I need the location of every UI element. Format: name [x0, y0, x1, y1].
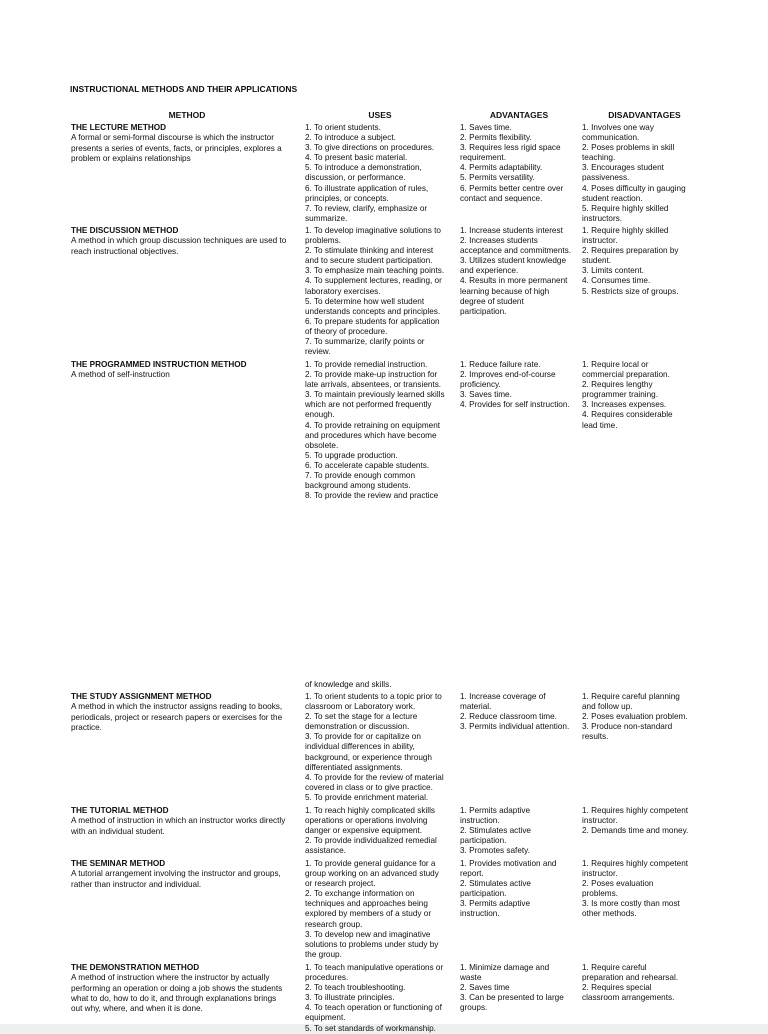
advantages-cell [460, 360, 580, 410]
method-description-line: A method of instruction in which an instructor works directly [71, 816, 286, 826]
use-item: or research project. [305, 879, 376, 889]
disadvantage-item: 5. Require highly skilled [582, 203, 669, 213]
method-cell [71, 226, 301, 257]
method-cell [71, 123, 301, 164]
method-description-line: A method in which the instructor assigns reading to books, [71, 702, 283, 712]
advantage-item: requirement. [460, 153, 506, 163]
disadvantage-item: results. [582, 732, 609, 742]
advantage-item: groups. [460, 1003, 488, 1013]
disadvantages-cell [582, 123, 707, 224]
method-name: THE SEMINAR METHOD [71, 859, 166, 868]
method-name: THE TUTORIAL METHOD [71, 806, 169, 815]
disadvantage-item: 2. Requires preparation by [582, 246, 679, 256]
use-item: 4. To teach operation or functioning of [305, 1003, 442, 1013]
advantage-item: 3. Can be presented to large [460, 993, 564, 1003]
advantage-item: 1. Increase students interest [460, 226, 563, 235]
disadvantage-item: 1. Require careful planning [582, 692, 680, 701]
disadvantage-item: passiveness. [582, 173, 630, 183]
advantage-item: 3. Utilizes student knowledge [460, 256, 567, 266]
advantage-item: 1. Saves time. [460, 123, 512, 132]
uses-cell [305, 806, 455, 856]
advantage-item: 6. Permits better centre over [460, 183, 564, 193]
advantage-item: waste [460, 973, 482, 983]
disadvantage-item: 2. Demands time and money. [582, 826, 689, 836]
disadvantage-item: 3. Encourages student [582, 163, 664, 173]
method-cell [71, 692, 301, 733]
use-item: 1. To reach highly complicated skills [305, 806, 435, 815]
method-description-line: out why, where, and when it is done. [71, 1003, 203, 1013]
use-item: solutions to problems under study by [305, 939, 439, 949]
advantage-item: material. [460, 702, 492, 712]
uses-cell [305, 123, 455, 224]
disadvantage-item: 1. Requires highly competent [582, 859, 689, 868]
disadvantage-item: 2. Poses problems in skill [582, 143, 675, 153]
use-item: 1. To orient students. [305, 123, 381, 132]
disadvantage-item: teaching. [582, 153, 616, 163]
use-item: discussion, or performance. [305, 173, 406, 183]
use-item: summarize. [305, 213, 348, 223]
advantages-cell [460, 226, 580, 317]
use-item: 1. To develop imaginative solutions to [305, 226, 441, 235]
disadvantage-item: instructor. [582, 869, 618, 879]
use-item: 5. To provide enrichment material. [305, 792, 429, 802]
use-item: 5. To set standards of workmanship. [305, 1023, 436, 1033]
disadvantage-item: preparation and rehearsal. [582, 973, 679, 983]
use-item: 2. To set the stage for a lecture [305, 712, 418, 722]
use-item: 7. To provide enough common [305, 471, 415, 481]
use-item: of theory of procedure. [305, 326, 388, 336]
disadvantage-item: 2. Poses evaluation [582, 879, 654, 889]
use-item: 4. To provide retraining on equipment [305, 420, 441, 430]
disadvantage-item: 2. Requires lengthy [582, 380, 653, 390]
use-item: the group. [305, 949, 342, 959]
use-item: 1. To teach manipulative operations or [305, 963, 444, 972]
use-item: 1. To orient students to a topic prior to [305, 692, 442, 701]
advantage-item: 1. Reduce failure rate. [460, 360, 541, 369]
use-item: procedures. [305, 973, 349, 983]
disadvantage-item: 3. Limits content. [582, 266, 644, 276]
use-item: laboratory exercises. [305, 286, 381, 296]
method-description-line: practice. [71, 722, 102, 732]
advantage-item: 3. Permits adaptive [460, 899, 531, 909]
method-description-line: reach instructional objectives. [71, 246, 179, 256]
disadvantage-item: 4. Consumes time. [582, 276, 651, 286]
use-item: 2. To provide individualized remedial [305, 836, 437, 846]
disadvantage-item: 1. Involves one way [582, 123, 654, 132]
method-description-line: periodicals, project or research papers or exercises for the [71, 712, 283, 722]
use-item: differentiated assignments. [305, 762, 403, 772]
use-item: danger or expensive equipment. [305, 826, 422, 836]
disadvantage-item: 3. Is more costly than most [582, 899, 680, 909]
method-cell [71, 963, 301, 1014]
use-item: background, or experience through [305, 752, 432, 762]
advantage-item: 3. Permits individual attention. [460, 722, 570, 732]
advantage-item: 5. Permits versatility. [460, 173, 535, 183]
method-name: THE LECTURE METHOD [71, 123, 167, 132]
disadvantage-item: 5. Restricts size of groups. [582, 286, 679, 296]
disadvantage-item: 3. Produce non-standard [582, 722, 673, 732]
disadvantage-item: 1. Requires highly competent [582, 806, 689, 815]
disadvantages-cell [582, 226, 707, 297]
advantages-cell [460, 859, 580, 920]
advantage-item: 3. Promotes safety. [460, 846, 530, 856]
advantage-item: 2. Stimulates active [460, 879, 531, 889]
disadvantages-cell [582, 806, 707, 836]
document-title: INSTRUCTIONAL METHODS AND THEIR APPLICATIONS [70, 84, 298, 94]
use-item: assistance. [305, 846, 346, 856]
uses-continuation: of knowledge and skills. [305, 680, 392, 689]
advantage-item: participation. [460, 889, 507, 899]
method-description-line: A method in which group discussion techniques are used to [71, 236, 287, 246]
use-item: explored by members of a study or [305, 909, 432, 919]
disadvantage-item: problems. [582, 889, 618, 899]
use-item: 3. To provide for or capitalize on [305, 732, 421, 742]
advantage-item: 1. Increase coverage of [460, 692, 546, 701]
method-description-line: problem or explains relationships [71, 153, 191, 163]
uses-cell [305, 360, 455, 501]
use-item: 2. To exchange information on [305, 889, 415, 899]
use-item: 3. To maintain previously learned skills [305, 390, 445, 400]
disadvantage-item: commercial preparation. [582, 370, 670, 380]
use-item: problems. [305, 236, 341, 246]
use-item: understands concepts and principles. [305, 306, 441, 316]
use-item: 1. To provide remedial instruction. [305, 360, 428, 369]
advantage-item: participation. [460, 836, 507, 846]
use-item: review. [305, 347, 331, 357]
advantage-item: 4. Results in more permanent [460, 276, 568, 286]
use-item: late arrivals, absentees, or transients. [305, 380, 442, 390]
use-item: equipment. [305, 1013, 346, 1023]
method-description-line: A method of instruction where the instructor by actually [71, 973, 270, 983]
advantage-item: 4. Provides for self instruction. [460, 400, 570, 410]
disadvantage-item: 4. Requires considerable [582, 410, 673, 420]
advantage-item: 2. Saves time [460, 983, 510, 993]
disadvantage-item: communication. [582, 133, 640, 143]
disadvantage-item: instructors. [582, 213, 623, 223]
disadvantages-cell [582, 692, 707, 742]
use-item: and procedures which have become [305, 430, 437, 440]
header-uses: USES [368, 110, 392, 120]
disadvantage-item: 1. Require local or [582, 360, 649, 369]
method-cell [71, 806, 301, 837]
advantage-item: proficiency. [460, 380, 501, 390]
use-item: 6. To illustrate application of rules, [305, 183, 429, 193]
use-item: 2. To provide make-up instruction for [305, 370, 438, 380]
advantage-item: report. [460, 869, 484, 879]
advantage-item: participation. [460, 306, 507, 316]
advantage-item: 2. Permits flexibility. [460, 133, 532, 143]
method-name: THE DEMONSTRATION METHOD [71, 963, 200, 972]
use-item: covered in class or to give practice. [305, 782, 433, 792]
advantage-item: 1. Minimize damage and [460, 963, 550, 972]
method-description-line: A method of self-instruction [71, 370, 170, 380]
use-item: 7. To summarize, clarify points or [305, 337, 425, 347]
disadvantage-item: 1. Require careful [582, 963, 647, 972]
advantages-cell [460, 692, 580, 732]
use-item: 2. To teach troubleshooting. [305, 983, 406, 993]
use-item: individual differences in ability, [305, 742, 415, 752]
advantages-cell [460, 963, 580, 1013]
use-item: 4. To present basic material. [305, 153, 408, 163]
header-disadvantages: DISADVANTAGES [608, 110, 681, 120]
use-item: 8. To provide the review and practice [305, 491, 439, 501]
uses-cell [305, 859, 455, 960]
method-description-line: A formal or semi-formal discourse is which the instructor [71, 133, 274, 143]
uses-cell [305, 963, 455, 1034]
method-description-line: presents a series of events, facts, or principles, explores a [71, 143, 282, 153]
use-item: 6. To accelerate capable students. [305, 460, 430, 470]
advantage-item: 2. Increases students [460, 236, 538, 246]
advantage-item: and experience. [460, 266, 519, 276]
use-item: demonstration or discussion. [305, 722, 410, 732]
disadvantage-item: 4. Poses difficulty in gauging [582, 183, 686, 193]
advantage-item: 2. Improves end-of-course [460, 370, 556, 380]
disadvantage-item: 2. Requires special [582, 983, 652, 993]
disadvantage-item: programmer training. [582, 390, 658, 400]
use-item: 3. To illustrate principles. [305, 993, 395, 1003]
method-name: THE PROGRAMMED INSTRUCTION METHOD [71, 360, 247, 369]
use-item: 3. To emphasize main teaching points. [305, 266, 445, 276]
advantage-item: 2. Reduce classroom time. [460, 712, 557, 722]
disadvantage-item: instructor. [582, 236, 618, 246]
method-name: THE STUDY ASSIGNMENT METHOD [71, 692, 212, 701]
advantages-cell [460, 123, 580, 204]
advantage-item: 3. Requires less rigid space [460, 143, 561, 153]
header-method: METHOD [168, 110, 206, 120]
header-advantages: ADVANTAGES [489, 110, 549, 120]
disadvantage-item: 1. Require highly skilled [582, 226, 669, 235]
disadvantage-item: lead time. [582, 420, 618, 430]
advantage-item: degree of student [460, 296, 524, 306]
advantage-item: 3. Saves time. [460, 390, 512, 400]
use-item: 1. To provide general guidance for a [305, 859, 436, 868]
use-item: principles, or concepts. [305, 193, 389, 203]
method-name: THE DISCUSSION METHOD [71, 226, 179, 235]
advantages-cell [460, 806, 580, 856]
advantage-item: 1. Provides motivation and [460, 859, 557, 868]
advantage-item: acceptance and commitments. [460, 246, 572, 256]
use-item: 3. To develop new and imaginative [305, 929, 431, 939]
advantage-item: instruction. [460, 909, 500, 919]
use-item: 3. To give directions on procedures. [305, 143, 435, 153]
method-description-line: what to do, how to do it, and through explanations brings [71, 993, 277, 1003]
method-description-line: with an individual student. [71, 826, 165, 836]
disadvantage-item: 2. Poses evaluation problem. [582, 712, 688, 722]
use-item: background among students. [305, 481, 411, 491]
use-item: 4. To provide for the review of material [305, 772, 444, 782]
disadvantage-item: instructor. [582, 816, 618, 826]
use-item: 2. To introduce a subject. [305, 133, 396, 143]
use-item: 5. To introduce a demonstration, [305, 163, 422, 173]
use-item: which are not performed frequently [305, 400, 432, 410]
disadvantages-cell [582, 859, 707, 920]
method-cell [71, 360, 301, 381]
advantage-item: 4. Permits adaptability. [460, 163, 543, 173]
use-item: 7. To review, clarify, emphasize or [305, 203, 428, 213]
use-item: classroom or Laboratory work. [305, 702, 416, 712]
use-item: techniques and approaches being [305, 899, 428, 909]
use-item: and to secure student participation. [305, 256, 433, 266]
use-item: research group. [305, 919, 363, 929]
uses-cell [305, 692, 455, 803]
method-description-line: rather than instructor and individual. [71, 879, 202, 889]
disadvantage-item: and follow up. [582, 702, 633, 712]
disadvantage-item: 3. Increases expenses. [582, 400, 667, 410]
advantage-item: contact and sequence. [460, 193, 543, 203]
use-item: group working on an advanced study [305, 869, 439, 879]
disadvantages-cell [582, 360, 707, 431]
advantage-item: learning because of high [460, 286, 550, 296]
method-description-line: A tutorial arrangement involving the instructor and groups, [71, 869, 281, 879]
disadvantage-item: other methods. [582, 909, 637, 919]
disadvantage-item: student. [582, 256, 612, 266]
use-item: 5. To determine how well student [305, 296, 425, 306]
use-item: 5. To upgrade production. [305, 450, 398, 460]
use-item: 6. To prepare students for application [305, 316, 440, 326]
use-item: 2. To stimulate thinking and interest [305, 246, 434, 256]
disadvantage-item: classroom arrangements. [582, 993, 675, 1003]
advantage-item: instruction. [460, 816, 500, 826]
use-item: operations or operations involving [305, 816, 428, 826]
advantage-item: 2. Stimulates active [460, 826, 531, 836]
uses-cell [305, 226, 455, 357]
use-item: enough. [305, 410, 335, 420]
method-cell [71, 859, 301, 890]
advantage-item: 1. Permits adaptive [460, 806, 531, 815]
use-item: obsolete. [305, 440, 339, 450]
disadvantages-cell [582, 963, 707, 1003]
use-item: 4. To supplement lectures, reading, or [305, 276, 442, 286]
disadvantage-item: student reaction. [582, 193, 643, 203]
method-description-line: performing an operation or doing a job shows the students [71, 983, 283, 993]
